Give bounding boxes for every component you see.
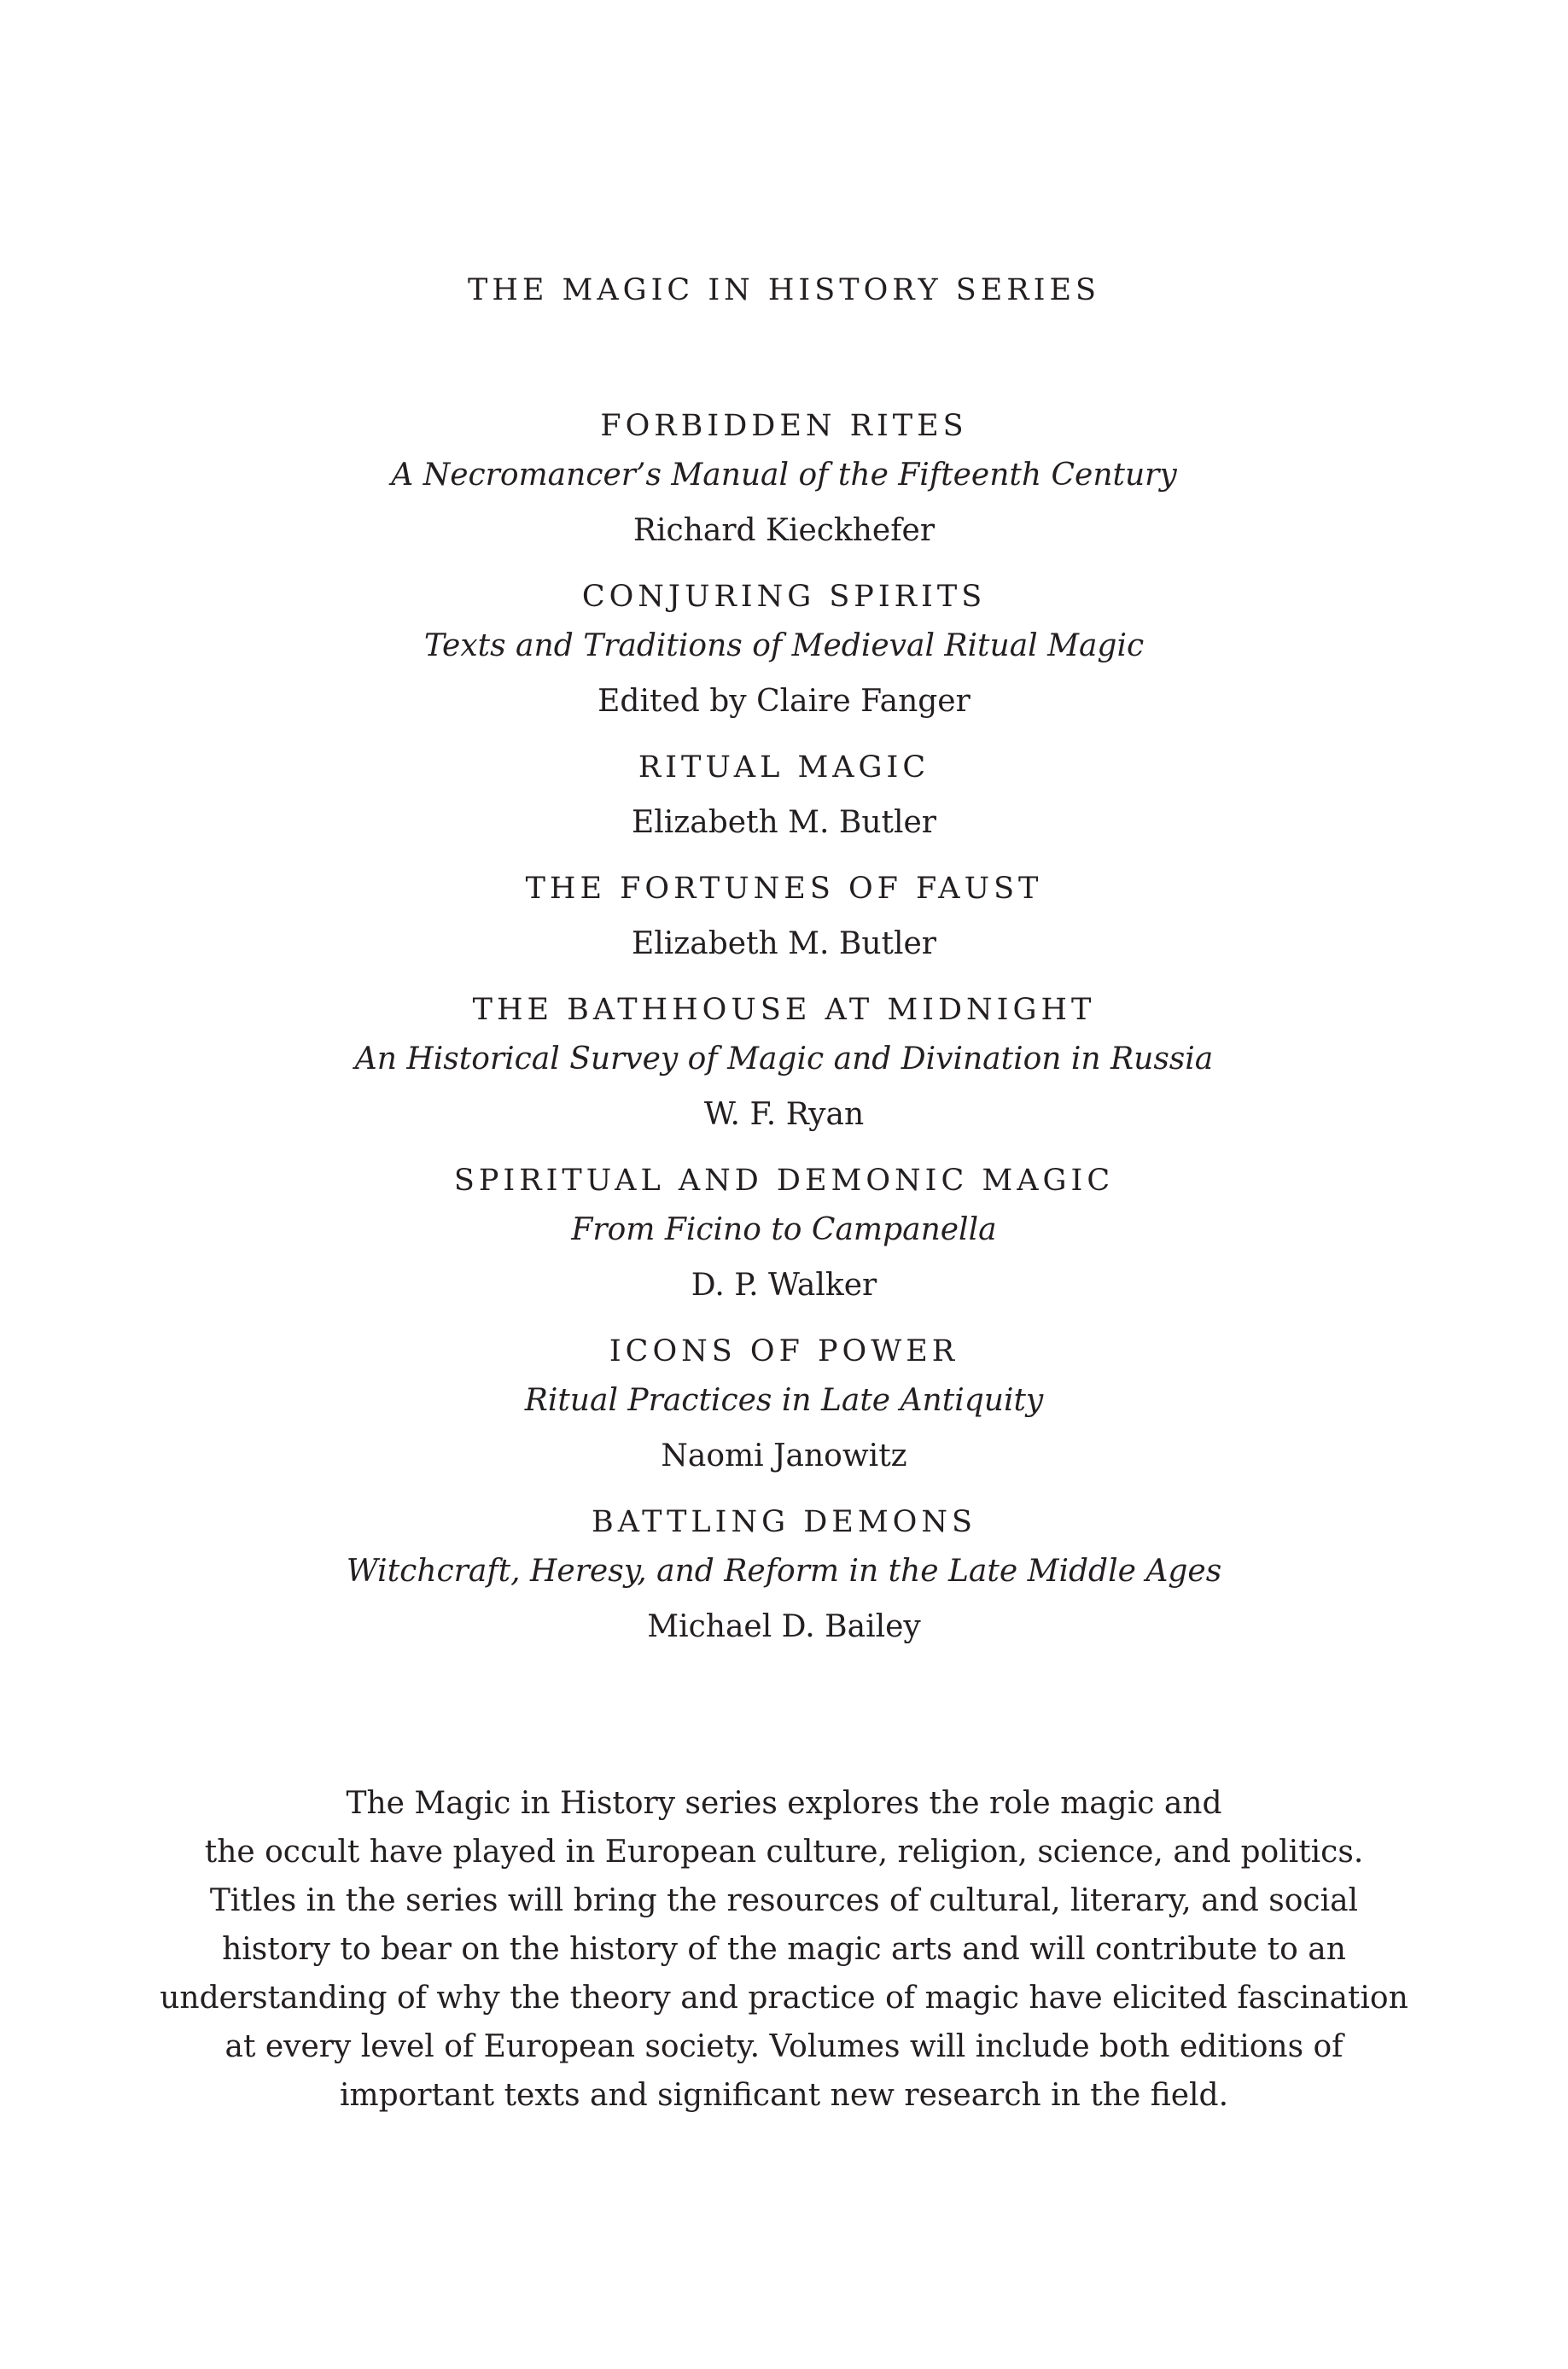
book-author: W. F. Ryan bbox=[703, 1097, 865, 1132]
book-title: ICONS OF POWER bbox=[609, 1334, 959, 1368]
book-subtitle: Witchcraft, Heresy, and Reform in the Late Middle Ages bbox=[346, 1554, 1222, 1589]
book-subtitle: Ritual Practices in Late Antiquity bbox=[524, 1383, 1044, 1418]
book-subtitle: From Ficino to Campanella bbox=[571, 1212, 997, 1247]
series-title: THE MAGIC IN HISTORY SERIES bbox=[467, 273, 1101, 307]
description-line: The Magic in History series explores the role magic and bbox=[346, 1786, 1222, 1821]
book-author: Elizabeth M. Butler bbox=[631, 805, 937, 840]
book-entry-spiritual-and-demonic-magic bbox=[0, 1156, 1568, 1316]
description-line: important texts and significant new research in the field. bbox=[339, 2078, 1229, 2113]
book-entry-ritual-magic bbox=[0, 743, 1568, 854]
book-subtitle: A Necromancer’s Manual of the Fifteenth Century bbox=[391, 458, 1177, 493]
book-title: RITUAL MAGIC bbox=[638, 750, 930, 785]
book-entry-bathhouse-at-midnight bbox=[0, 985, 1568, 1146]
book-author: Naomi Janowitz bbox=[661, 1438, 907, 1473]
description-line: history to bear on the history of the magic arts and will contribute to an bbox=[222, 1932, 1346, 1967]
book-entry-conjuring-spirits bbox=[0, 572, 1568, 732]
book-list bbox=[0, 401, 1568, 1668]
book-author: D. P. Walker bbox=[691, 1268, 877, 1303]
description-line: the occult have played in European culture, religion, science, and politics. bbox=[204, 1835, 1364, 1870]
book-subtitle: An Historical Survey of Magic and Divination in Russia bbox=[354, 1042, 1214, 1077]
book-title: SPIRITUAL AND DEMONIC MAGIC bbox=[453, 1164, 1115, 1198]
book-title: BATTLING DEMONS bbox=[592, 1505, 976, 1539]
book-author: Elizabeth M. Butler bbox=[631, 926, 937, 961]
series-description bbox=[0, 1779, 1568, 2120]
book-author: Richard Kieckhefer bbox=[632, 513, 936, 548]
description-line: at every level of European society. Volumes will include both editions of bbox=[224, 2029, 1344, 2064]
book-entry-fortunes-of-faust bbox=[0, 864, 1568, 975]
book-title: THE BATHHOUSE AT MIDNIGHT bbox=[472, 993, 1096, 1027]
book-entry-forbidden-rites bbox=[0, 401, 1568, 562]
book-title: FORBIDDEN RITES bbox=[600, 409, 968, 443]
book-subtitle: Texts and Traditions of Medieval Ritual Magic bbox=[423, 628, 1145, 663]
book-author: Edited by Claire Fanger bbox=[597, 684, 971, 719]
description-line: Titles in the series will bring the resources of cultural, literary, and social bbox=[209, 1883, 1359, 1918]
book-author: Michael D. Bailey bbox=[647, 1609, 921, 1644]
book-title: CONJURING SPIRITS bbox=[581, 580, 987, 614]
book-title: THE FORTUNES OF FAUST bbox=[525, 872, 1043, 906]
book-entry-battling-demons bbox=[0, 1497, 1568, 1658]
description-line: understanding of why the theory and practice of magic have elicited fascination bbox=[160, 1981, 1408, 2016]
book-entry-icons-of-power bbox=[0, 1327, 1568, 1487]
